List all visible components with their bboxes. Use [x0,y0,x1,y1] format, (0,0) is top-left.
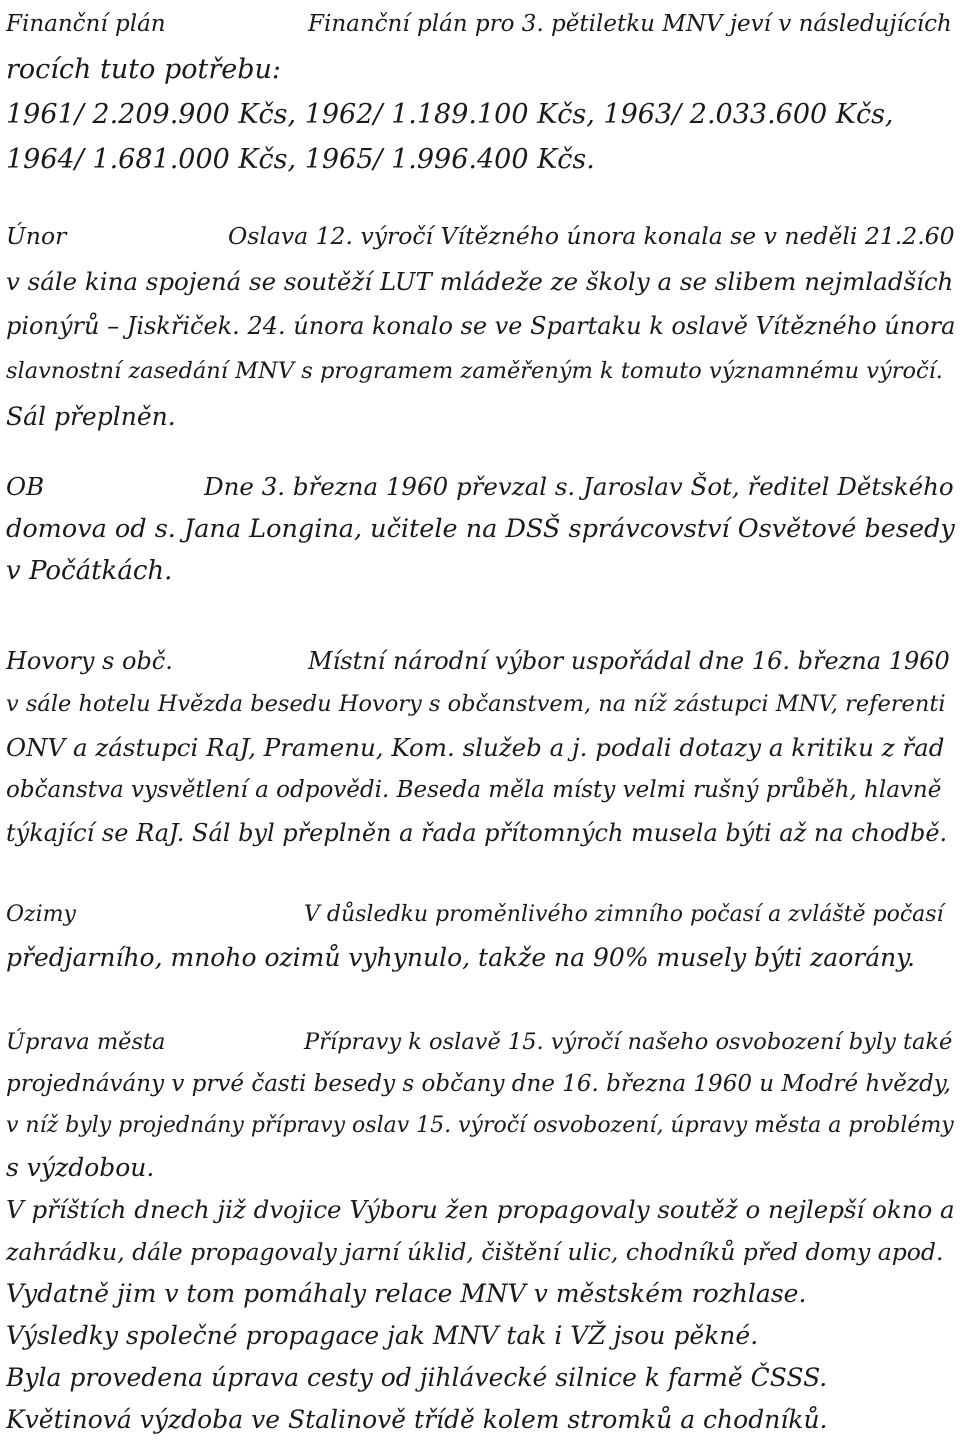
text-line: týkající se RaJ. Sál byl přeplněn a řada přítomných musela býti až na chodbě. [6,819,948,847]
section-heading-line [6,640,956,683]
section-ob [6,466,956,592]
text-line: zahrádku, dále propagovaly jarní úklid, čištění ulic, chodníků před domy apod. [6,1238,944,1266]
section-heading-line [6,893,956,936]
section-label: OB [6,472,45,501]
section-heading-line [6,2,956,47]
section-label: Úprava města [6,1029,166,1055]
section-label: Hovory s obč. [6,647,173,675]
text-line: Sál přeplněn. [6,402,176,431]
text-line: rocích tuto potřebu: [6,54,281,85]
text-line: projednávány v prvé časti besedy s občany dne 16. března 1960 u Modré hvězdy, [6,1071,951,1097]
text-line: Vydatně jim v tom pomáhaly relace MNV v městském rozhlase. [6,1279,807,1308]
section-label: Únor [6,222,67,250]
text-line: s výzdobou. [6,1153,155,1182]
text-line: v sále kina spojená se soutěží LUT mládeže ze školy a se slibem nejmladších [6,267,954,296]
section-first-line: Finanční plán pro 3. pětiletku MNV jeví v následujících [308,11,952,37]
text-line: v níž byly projednány přípravy oslav 15. výročí osvobození, úpravy města a problémy [6,1113,954,1138]
text-line: domova od s. Jana Longina, učitele na DSŠ správcovství Osvětové besedy [6,514,955,544]
section-first-line: Místní národní výbor uspořádal dne 16. března 1960 [308,647,950,675]
text-line: slavnostní zasedání MNV s programem zaměřeným k tomuto významnému výročí. [6,358,943,384]
text-line: v Počátkách. [6,556,173,586]
text-line: Květinová výzdoba ve Stalinově třídě kolem stromků a chodníků. [6,1405,828,1434]
text-line: V příštích dnech již dvojice Výboru žen propagovaly soutěž o nejlepší okno a [6,1195,955,1224]
section-first-line: Oslava 12. výročí Vítězného února konala se v neděli 21.2.60 [228,222,955,250]
text-line: předjarního, mnoho ozimů vyhynulo, takže na 90% musely býti zaorány. [6,943,915,972]
section-first-line: Přípravy k oslavě 15. výročí našeho osvobození byly také [304,1029,953,1055]
text-line: Výsledky společné propagace jak MNV tak i VŽ jsou pěkné. [6,1321,759,1350]
section-label: Ozimy [6,902,76,927]
text-line: 1961/ 2.209.900 Kčs, 1962/ 1.189.100 Kčs, 1963/ 2.033.600 Kčs, [6,99,894,130]
section-label: Finanční plán [6,11,166,37]
section-financni-plan [6,2,956,182]
section-first-line: Dne 3. března 1960 převzal s. Jaroslav Šot, ředitel Dětského [204,472,954,501]
text-line: ONV a zástupci RaJ, Pramenu, Kom. služeb a j. podali dotazy a kritiku z řad [6,733,945,762]
text-line: pionýrů – Jiskřiček. 24. února konalo se ve Spartaku k oslavě Vítězného února [6,312,956,340]
section-hovory-s-obcanstvem [6,640,956,855]
section-heading-line [6,466,956,508]
section-heading-line [6,214,956,259]
section-ozimy [6,893,956,979]
section-uprava-mesta [6,1021,956,1441]
text-line: občanstva vysvětlení a odpovědi. Beseda měla místy velmi rušný průběh, hlavně [6,777,942,803]
text-line: v sále hotelu Hvězda besedu Hovory s občanstvem, na níž zástupci MNV, referenti [6,691,946,717]
text-line: 1964/ 1.681.000 Kčs, 1965/ 1.996.400 Kčs. [6,144,595,175]
text-line: Byla provedena úprava cesty od jihlávecké silnice k farmě ČSSS. [6,1363,828,1392]
section-unor [6,214,956,439]
section-heading-line [6,1021,956,1063]
section-first-line: V důsledku proměnlivého zimního počasí a zvláště počasí [304,902,944,927]
